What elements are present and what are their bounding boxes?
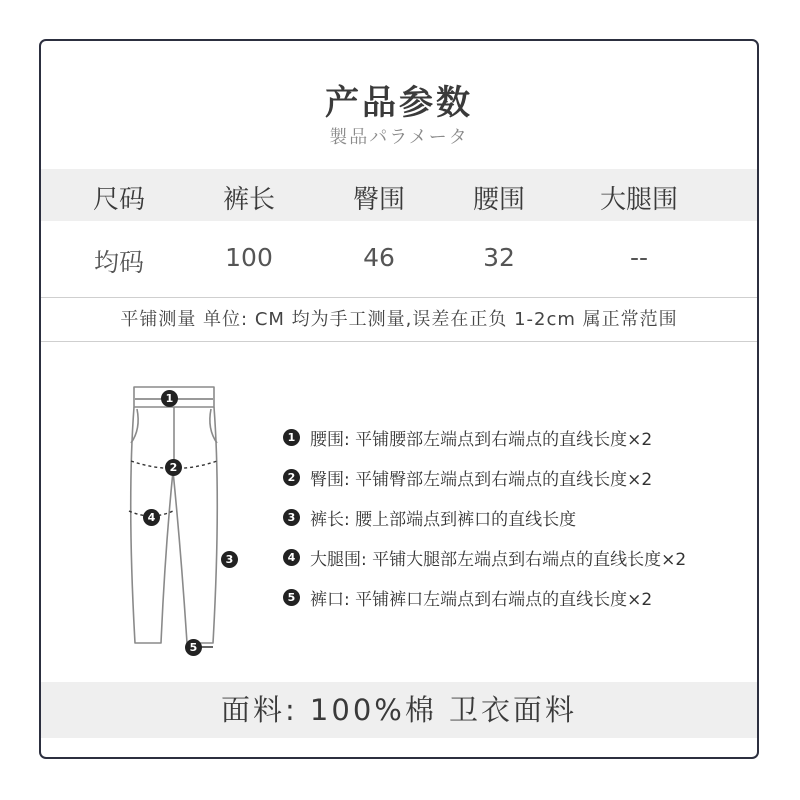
marker-4: 4 bbox=[143, 509, 160, 526]
number-4-icon: 4 bbox=[283, 549, 300, 566]
cell-thigh: -- bbox=[629, 243, 649, 272]
measurement-legend bbox=[283, 417, 743, 617]
size-table-header bbox=[41, 169, 757, 221]
pants-diagram bbox=[101, 351, 261, 661]
cell-waist: 32 bbox=[483, 243, 515, 272]
fabric-info: 面料: 100%棉 卫衣面料 bbox=[41, 682, 757, 738]
measurement-note: 平铺测量 单位: CM 均为手工测量,误差在正负 1-2cm 属正常范围 bbox=[41, 297, 757, 342]
column-header-thigh: 大腿围 bbox=[599, 185, 678, 215]
size-table-row bbox=[41, 221, 757, 297]
legend-text: 腰围: 平铺腰部左端点到右端点的直线长度×2 bbox=[310, 429, 653, 450]
legend-text: 裤长: 腰上部端点到裤口的直线长度 bbox=[310, 509, 577, 530]
marker-2: 2 bbox=[165, 459, 182, 476]
legend-item bbox=[283, 577, 743, 617]
page-title: 产品参数 bbox=[325, 83, 473, 123]
marker-1: 1 bbox=[161, 390, 178, 407]
cell-length: 100 bbox=[225, 243, 273, 272]
marker-3: 3 bbox=[221, 551, 238, 568]
spec-card bbox=[39, 39, 759, 759]
cell-size: 均码 bbox=[93, 248, 144, 277]
number-3-icon: 3 bbox=[283, 509, 300, 526]
number-5-icon: 5 bbox=[283, 589, 300, 606]
legend-item bbox=[283, 537, 743, 577]
pants-outline-icon bbox=[101, 351, 261, 661]
number-1-icon: 1 bbox=[283, 429, 300, 446]
marker-5: 5 bbox=[185, 639, 202, 656]
legend-text: 裤口: 平铺裤口左端点到右端点的直线长度×2 bbox=[310, 589, 653, 610]
column-header-waist: 腰围 bbox=[472, 185, 525, 215]
page-subtitle: 製品パラメータ bbox=[329, 127, 469, 148]
legend-text: 臀围: 平铺臀部左端点到右端点的直线长度×2 bbox=[310, 469, 653, 490]
column-header-hip: 臀围 bbox=[352, 185, 405, 215]
column-header-length: 裤长 bbox=[222, 185, 275, 215]
column-header-size: 尺码 bbox=[92, 185, 145, 215]
legend-text: 大腿围: 平铺大腿部左端点到右端点的直线长度×2 bbox=[310, 549, 687, 570]
legend-item bbox=[283, 497, 743, 537]
legend-item bbox=[283, 417, 743, 457]
legend-item bbox=[283, 457, 743, 497]
number-2-icon: 2 bbox=[283, 469, 300, 486]
cell-hip: 46 bbox=[363, 243, 395, 272]
